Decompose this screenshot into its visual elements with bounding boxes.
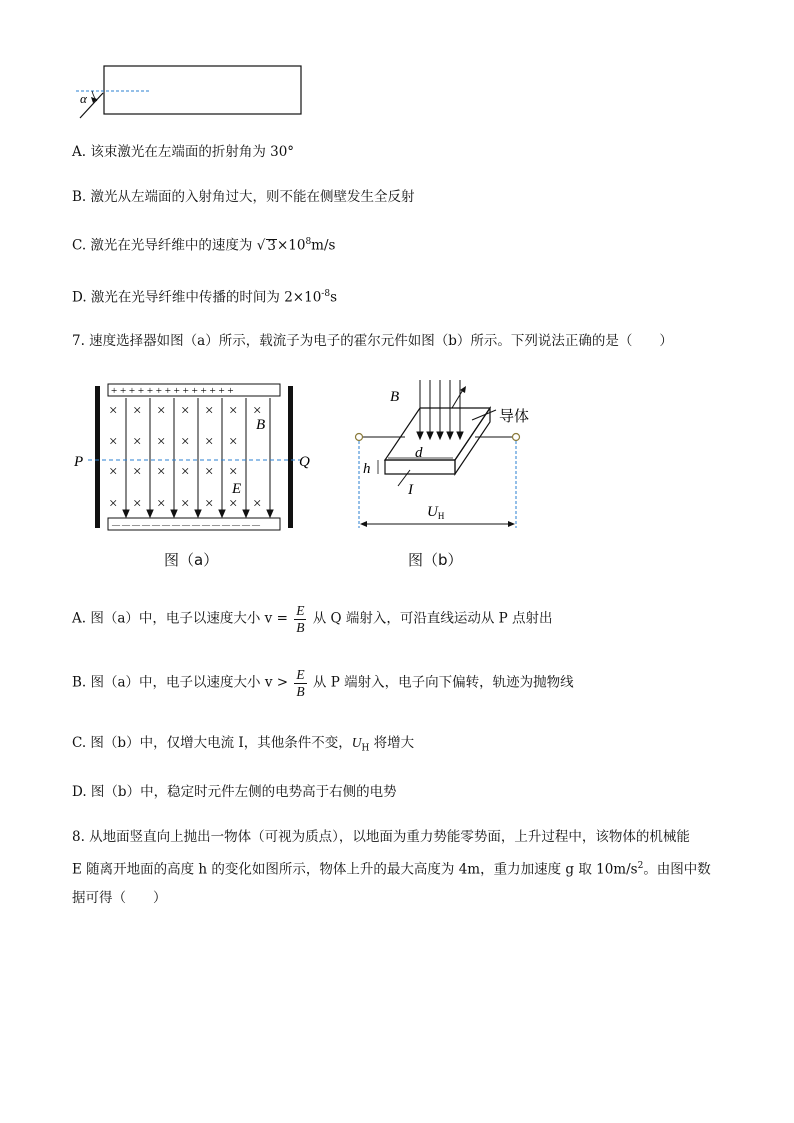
right-terminal (513, 434, 520, 441)
svg-text:×: × (133, 464, 142, 480)
q7-option-a-fraction: $\frac{E}{B}$ (296, 603, 305, 635)
label-b-field: B (390, 389, 400, 405)
svg-text:×: × (229, 464, 238, 480)
svg-text:×: × (229, 403, 238, 419)
q6-option-d (72, 290, 337, 305)
q6-option-d-unit: s (330, 289, 338, 306)
q6-option-c-mid: ×10 (276, 237, 306, 254)
svg-text:×: × (205, 434, 214, 450)
figure-b-hall-element (350, 378, 550, 538)
svg-text:×: × (157, 464, 166, 480)
svg-text:×: × (205, 403, 214, 419)
q6-option-d-prefix: D. 激光在光导纤维中传播的时间为 2×10 (72, 289, 322, 306)
label-e: E (232, 481, 242, 497)
svg-text:×: × (157, 434, 166, 450)
svg-text:×: × (229, 496, 238, 512)
q6-option-c-prefix: C. 激光在光导纤维中的速度为 (72, 237, 257, 254)
q7-option-c-prefix: C. 图（b）中，仅增大电流 I，其他条件不变， (72, 735, 352, 751)
svg-text:×: × (205, 464, 214, 480)
right-plate (288, 386, 293, 528)
svg-text:×: × (253, 496, 262, 512)
uh-left-arrow-icon (360, 521, 367, 527)
label-conductor: 导体 (499, 409, 530, 425)
q7-option-a-prefix: A. 图（a）中，电子以速度大小 v = (72, 610, 293, 627)
svg-text:×: × (229, 434, 238, 450)
svg-text:×: × (109, 464, 118, 480)
q7-option-b-fraction: $\frac{E}{B}$ (296, 667, 305, 699)
slab-front-face (385, 460, 455, 474)
q6-option-b: B. 激光从左端面的入射角过大，则不能在侧壁发生全反射 (72, 189, 415, 205)
figure-a-caption: 图（a） (164, 551, 219, 569)
uh-right-arrow-icon (508, 521, 515, 527)
q7-option-c-u: U (351, 735, 362, 750)
svg-text:×: × (133, 496, 142, 512)
svg-text:×: × (181, 403, 190, 419)
label-i: I (408, 482, 413, 498)
svg-text:×: × (157, 496, 166, 512)
svg-text:×: × (109, 496, 118, 512)
label-h: h (363, 461, 371, 477)
q7-option-b-prefix: B. 图（a）中，电子以速度大小 v > (72, 674, 293, 691)
fiber-figure (70, 58, 310, 128)
svg-text:×: × (181, 496, 190, 512)
b-field-arrows (417, 380, 463, 439)
q7-option-d: D. 图（b）中，稳定时元件左侧的电势高于右侧的电势 (72, 784, 397, 800)
q6-option-c: C. 激光在光导纤维中的速度为 √ $3\times 10^8m/s$ (72, 237, 336, 254)
label-p: P (74, 454, 84, 470)
fiber-rect (104, 66, 301, 114)
positive-signs: + + + + + + + + + + + + + + (111, 385, 234, 397)
svg-text:×: × (133, 434, 142, 450)
label-d: d (415, 445, 423, 461)
q7-option-a (72, 603, 553, 635)
label-uh: $U_H$ (427, 504, 445, 521)
svg-text:×: × (109, 403, 118, 419)
q8-line-2 (72, 862, 711, 877)
q6-option-c-exp: 8 (305, 237, 312, 247)
angle-alpha-label: α (80, 91, 87, 106)
q7-option-c-suffix: 将增大 (369, 735, 415, 751)
svg-text:×: × (181, 464, 190, 480)
svg-text:×: × (253, 403, 262, 419)
q7-option-b-suffix: 从 P 端射入，电子向下偏转，轨迹为抛物线 (308, 674, 574, 691)
q7-option-b (72, 667, 574, 699)
label-q: Q (299, 454, 310, 470)
svg-text:×: × (133, 403, 142, 419)
current-arrow-head-icon (460, 386, 466, 393)
left-terminal (356, 434, 363, 441)
figure-b-caption: 图（b） (408, 551, 463, 569)
negative-signs: — — — — — — — — — — — — — — — (112, 520, 260, 529)
q8-line-2-suffix: 。由图中数 (643, 861, 711, 878)
q8-line-2-exp: 2 (637, 861, 644, 871)
q6-option-d-exp: -8 (321, 289, 331, 299)
q7-stem: 7. 速度选择器如图（a）所示，载流子为电子的霍尔元件如图（b）所示。下列说法正确的是（ ） (72, 333, 673, 349)
svg-text:×: × (109, 434, 118, 450)
svg-text:×: × (205, 496, 214, 512)
q8-line-3: 据可得（ ） (72, 890, 167, 906)
svg-text:×: × (157, 403, 166, 419)
q7-option-a-suffix: 从 Q 端射入，可沿直线运动从 P 点射出 (308, 610, 553, 627)
q8-line-2-prefix: E 随离开地面的高度 h 的变化如图所示，物体上升的最大高度为 4m，重力加速度 g 取 10m/s (72, 861, 638, 878)
q6-option-a: A. 该束激光在左端面的折射角为 30° (72, 144, 295, 160)
q8-line-1: 8. 从地面竖直向上抛出一物体（可视为质点），以地面为重力势能零势面，上升过程中，该物体的机械能 (72, 829, 690, 845)
svg-text:×: × (181, 434, 190, 450)
conductor-pointer (472, 410, 496, 420)
q7-option-c-sub: H (361, 743, 370, 754)
e-field-arrows (123, 398, 273, 517)
q6-option-c-sqrt: 3 (267, 237, 276, 254)
figure-a-velocity-selector (70, 378, 320, 538)
left-plate (95, 386, 100, 528)
q7-option-c (72, 736, 414, 754)
q6-option-c-unit: m/s (311, 237, 336, 254)
label-b: B (256, 417, 266, 433)
